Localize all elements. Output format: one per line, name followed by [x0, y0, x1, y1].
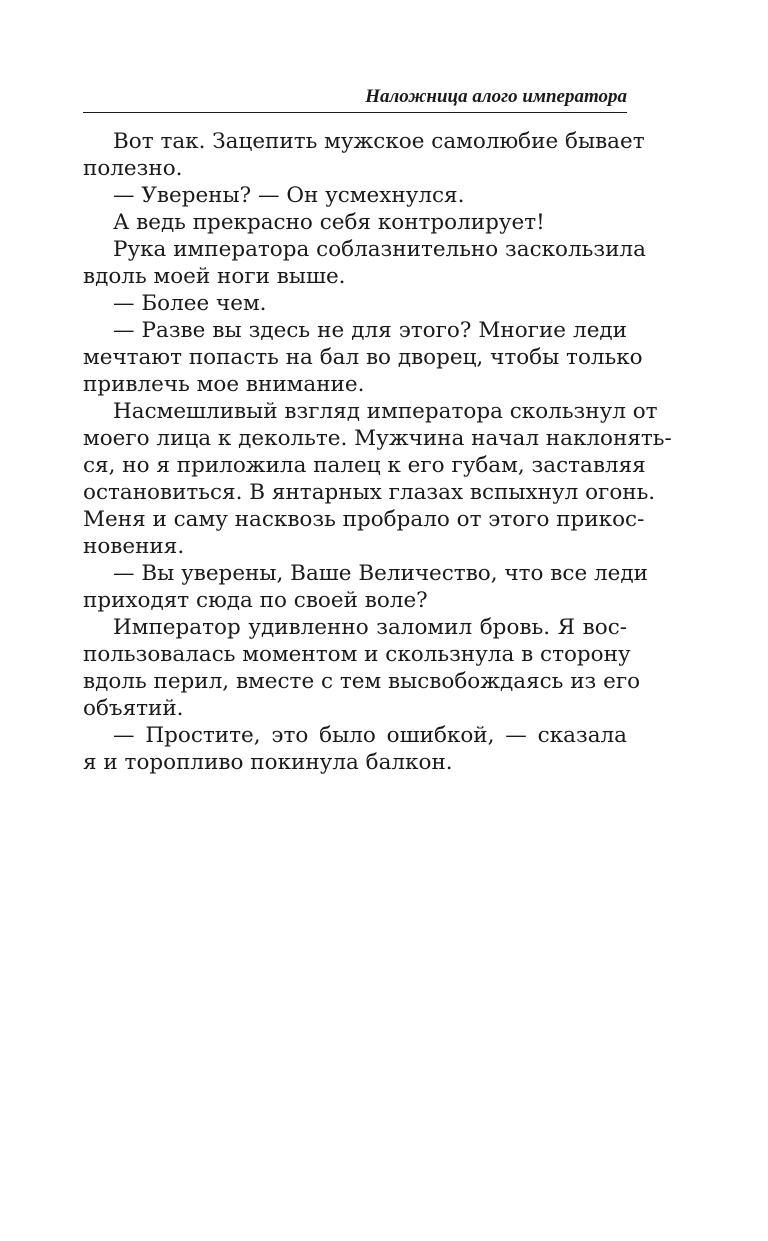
text-line: вдоль перил, вместе с тем высвобождаясь из его [83, 669, 641, 694]
text-line: привлечь мое внимание. [83, 372, 365, 397]
text-line: остановиться. В янтарных глазах вспыхнул огонь. [83, 480, 656, 505]
text-line: новения. [83, 534, 185, 559]
text-line: полезно. [83, 156, 183, 181]
text-line: — Уверены? — Он усмехнулся. [113, 183, 465, 208]
text-line: Насмешливый взгляд императора скользнул от [113, 399, 658, 424]
text-line: пользовалась моментом и скользнула в сторону [83, 642, 631, 667]
text-line: — Простите, это было ошибкой, — сказала [113, 723, 627, 748]
text-line: приходят сюда по своей воле? [83, 588, 428, 613]
text-line: Меня и саму насквозь пробрало от этого прикос- [83, 507, 645, 532]
text-line: Рука императора соблазнительно заскользила [113, 237, 646, 262]
text-line: моего лица к декольте. Мужчина начал наклонять- [83, 426, 672, 451]
body-text [83, 128, 672, 776]
text-line: — Более чем. [113, 291, 267, 316]
header-rule [83, 112, 627, 113]
text-line: мечтают попасть на бал во дворец, чтобы только [83, 345, 643, 370]
text-line: ся, но я приложила палец к его губам, заставляя [83, 453, 646, 478]
text-line: я и торопливо покинула балкон. [83, 750, 453, 775]
text-line: — Вы уверены, Ваше Величество, что все леди [113, 561, 648, 586]
text-line: — Разве вы здесь не для этого? Многие леди [113, 318, 627, 343]
text-line: Вот так. Зацепить мужское самолюбие бывает [113, 129, 645, 154]
text-line: А ведь прекрасно себя контролирует! [113, 210, 545, 235]
text-line: объятий. [83, 696, 184, 721]
text-line: Император удивленно заломил бровь. Я вос- [113, 615, 627, 640]
text-line: вдоль моей ноги выше. [83, 264, 346, 289]
running-head-title: Наложница алого императора [365, 86, 627, 107]
